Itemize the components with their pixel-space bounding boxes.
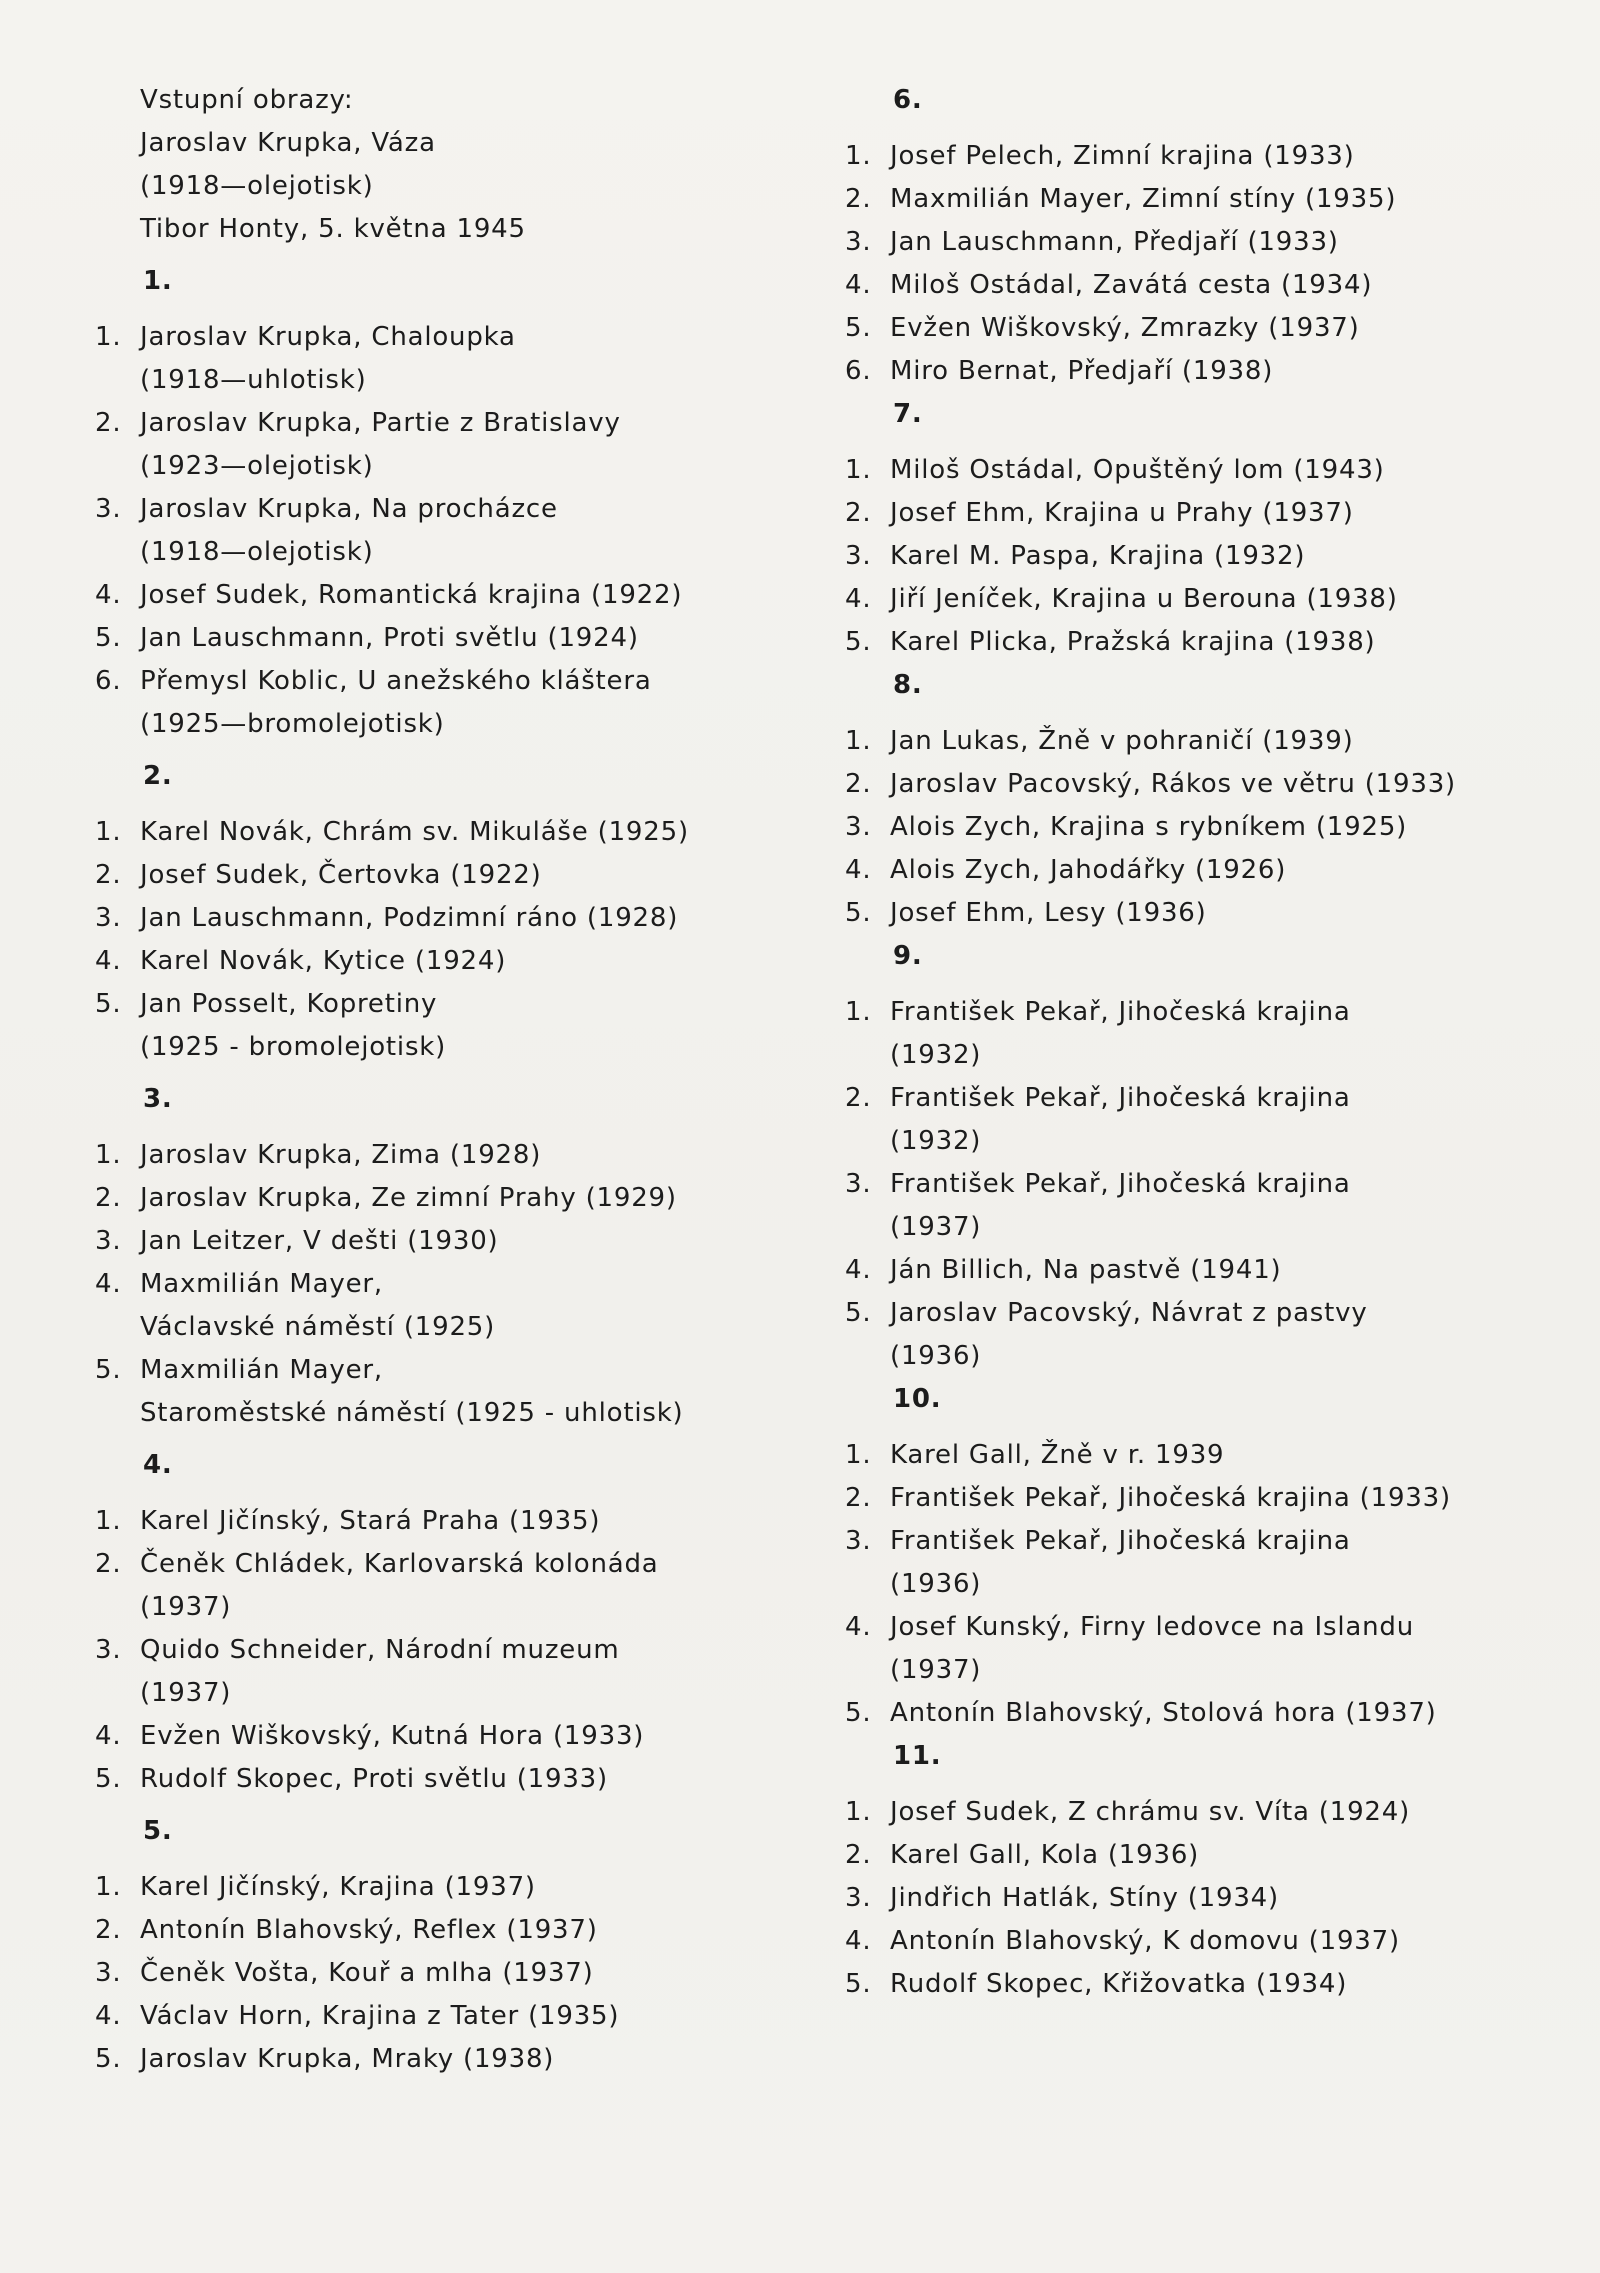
list-item <box>95 1958 594 1988</box>
item-number: 6. <box>95 666 122 696</box>
list-item <box>95 1915 598 1945</box>
item-text: František Pekař, Jihočeská krajina <box>890 997 1351 1027</box>
list-item-continuation: (1936) <box>890 1341 982 1371</box>
list-item <box>95 2044 554 2074</box>
item-text: Quido Schneider, Národní muzeum <box>140 1635 620 1665</box>
item-number: 2. <box>845 769 872 799</box>
item-text: Antonín Blahovský, Reflex (1937) <box>140 1915 598 1945</box>
item-number: 4. <box>845 584 872 614</box>
item-text: Čeněk Chládek, Karlovarská kolonáda <box>140 1549 659 1579</box>
item-number: 1. <box>845 455 872 485</box>
item-text: Antonín Blahovský, Stolová hora (1937) <box>890 1698 1437 1728</box>
list-item-continuation: (1932) <box>890 1126 982 1156</box>
list-item <box>95 1226 498 1256</box>
list-item <box>845 1526 1351 1556</box>
section-heading: 10. <box>893 1384 942 1414</box>
item-text: Miro Bernat, Předjaří (1938) <box>890 356 1274 386</box>
item-text: Alois Zych, Jahodářky (1926) <box>890 855 1287 885</box>
list-item <box>95 1183 677 1213</box>
list-item <box>95 1872 536 1902</box>
item-number: 3. <box>95 1635 122 1665</box>
list-item-continuation: Václavské náměstí (1925) <box>140 1312 496 1342</box>
item-text: Karel Plicka, Pražská krajina (1938) <box>890 627 1376 657</box>
item-text: Josef Kunský, Firny ledovce na Islandu <box>890 1612 1414 1642</box>
item-number: 4. <box>845 1926 872 1956</box>
list-item <box>845 1440 1224 1470</box>
list-item <box>95 860 542 890</box>
item-number: 3. <box>95 1958 122 1988</box>
item-text: Jan Lauschmann, Proti světlu (1924) <box>140 623 639 653</box>
item-number: 2. <box>95 408 122 438</box>
section-heading: 8. <box>893 670 923 700</box>
item-number: 4. <box>95 946 122 976</box>
list-item <box>95 1635 619 1665</box>
item-number: 4. <box>95 2001 122 2031</box>
item-number: 1. <box>845 141 872 171</box>
list-item <box>845 313 1360 343</box>
intro-label: Vstupní obrazy: <box>140 85 354 115</box>
section-heading: 5. <box>143 1816 173 1846</box>
item-text: Josef Ehm, Lesy (1936) <box>890 898 1207 928</box>
item-number: 2. <box>845 1083 872 1113</box>
item-text: František Pekař, Jihočeská krajina <box>890 1169 1351 1199</box>
item-number: 2. <box>95 860 122 890</box>
item-number: 5. <box>845 898 872 928</box>
item-text: Jaroslav Pacovský, Rákos ve větru (1933) <box>890 769 1456 799</box>
item-number: 4. <box>95 580 122 610</box>
item-text: Karel Jičínský, Stará Praha (1935) <box>140 1506 601 1536</box>
item-number: 4. <box>95 1269 122 1299</box>
list-item <box>845 1698 1437 1728</box>
item-number: 4. <box>845 855 872 885</box>
list-item <box>845 1612 1414 1642</box>
item-number: 2. <box>845 184 872 214</box>
list-item-continuation: (1937) <box>890 1655 982 1685</box>
item-text: Karel M. Paspa, Krajina (1932) <box>890 541 1306 571</box>
list-item <box>95 1355 383 1385</box>
item-text: Jaroslav Krupka, Mraky (1938) <box>140 2044 555 2074</box>
list-item <box>95 666 652 696</box>
item-text: Evžen Wiškovský, Zmrazky (1937) <box>890 313 1360 343</box>
item-text: Jindřich Hatlák, Stíny (1934) <box>890 1883 1279 1913</box>
item-text: Jan Posselt, Kopretiny <box>140 989 438 1019</box>
list-item <box>95 623 639 653</box>
item-text: Josef Sudek, Romantická krajina (1922) <box>140 580 683 610</box>
item-number: 3. <box>845 1883 872 1913</box>
item-text: Jaroslav Pacovský, Návrat z pastvy <box>890 1298 1368 1328</box>
list-item-continuation: Staroměstské náměstí (1925 - uhlotisk) <box>140 1398 684 1428</box>
list-item-continuation: (1937) <box>890 1212 982 1242</box>
item-number: 3. <box>95 494 122 524</box>
item-text: Evžen Wiškovský, Kutná Hora (1933) <box>140 1721 645 1751</box>
item-text: Ján Billich, Na pastvě (1941) <box>890 1255 1282 1285</box>
list-item-continuation: (1937) <box>140 1592 232 1622</box>
item-number: 3. <box>845 1526 872 1556</box>
list-item <box>95 817 689 847</box>
item-text: Jan Lukas, Žně v pohraničí (1939) <box>890 726 1354 756</box>
item-text: Josef Pelech, Zimní krajina (1933) <box>890 141 1355 171</box>
list-item <box>95 2001 619 2031</box>
item-text: Jiří Jeníček, Krajina u Berouna (1938) <box>890 584 1398 614</box>
section-heading: 6. <box>893 85 923 115</box>
list-item <box>845 855 1286 885</box>
item-number: 5. <box>845 313 872 343</box>
item-number: 5. <box>845 627 872 657</box>
intro-line: Jaroslav Krupka, Váza <box>140 128 436 158</box>
item-text: Miloš Ostádal, Opuštěný lom (1943) <box>890 455 1385 485</box>
list-item <box>845 1969 1347 1999</box>
item-number: 5. <box>845 1698 872 1728</box>
item-text: Čeněk Vošta, Kouř a mlha (1937) <box>140 1958 594 1988</box>
list-item-continuation: (1937) <box>140 1678 232 1708</box>
item-text: Maxmilián Mayer, <box>140 1355 383 1385</box>
item-number: 3. <box>845 541 872 571</box>
list-item <box>845 812 1407 842</box>
item-number: 1. <box>845 997 872 1027</box>
list-item <box>845 455 1385 485</box>
list-item <box>845 997 1351 1027</box>
list-item <box>845 627 1376 657</box>
list-item <box>845 726 1354 756</box>
right-column <box>845 0 1545 2273</box>
item-number: 3. <box>845 227 872 257</box>
item-text: Alois Zych, Krajina s rybníkem (1925) <box>890 812 1408 842</box>
list-item-continuation: (1923—olejotisk) <box>140 451 374 481</box>
list-item <box>845 769 1456 799</box>
section-heading: 2. <box>143 761 173 791</box>
item-text: Miloš Ostádal, Zavátá cesta (1934) <box>890 270 1373 300</box>
list-item <box>845 1926 1400 1956</box>
list-item <box>845 1483 1451 1513</box>
section-heading: 3. <box>143 1084 173 1114</box>
item-text: Rudolf Skopec, Křižovatka (1934) <box>890 1969 1348 1999</box>
list-item <box>845 1169 1351 1199</box>
list-item <box>845 1883 1279 1913</box>
item-number: 2. <box>95 1183 122 1213</box>
list-item <box>845 141 1355 171</box>
item-text: František Pekař, Jihočeská krajina <box>890 1526 1351 1556</box>
list-item <box>95 1269 383 1299</box>
item-number: 4. <box>845 1255 872 1285</box>
section-heading: 9. <box>893 941 923 971</box>
list-item <box>95 1506 600 1536</box>
list-item <box>95 1140 541 1170</box>
section-heading: 7. <box>893 399 923 429</box>
list-item <box>845 356 1273 386</box>
item-number: 1. <box>845 1440 872 1470</box>
item-text: František Pekař, Jihočeská krajina (1933) <box>890 1483 1451 1513</box>
item-number: 2. <box>845 1483 872 1513</box>
item-number: 1. <box>845 1797 872 1827</box>
list-item-continuation: (1925 - bromolejotisk) <box>140 1032 447 1062</box>
item-number: 1. <box>845 726 872 756</box>
intro-line: (1918—olejotisk) <box>140 171 374 201</box>
item-number: 6. <box>845 356 872 386</box>
list-item-continuation: (1932) <box>890 1040 982 1070</box>
item-text: Jaroslav Krupka, Chaloupka <box>140 322 516 352</box>
item-text: Josef Sudek, Z chrámu sv. Víta (1924) <box>890 1797 1411 1827</box>
item-number: 2. <box>845 498 872 528</box>
item-number: 5. <box>845 1969 872 1999</box>
item-number: 5. <box>95 2044 122 2074</box>
list-item-continuation: (1925—bromolejotisk) <box>140 709 445 739</box>
list-item-continuation: (1918—olejotisk) <box>140 537 374 567</box>
list-item-continuation: (1936) <box>890 1569 982 1599</box>
item-text: Přemysl Koblic, U anežského kláštera <box>140 666 652 696</box>
item-number: 5. <box>95 623 122 653</box>
item-number: 3. <box>95 903 122 933</box>
item-number: 4. <box>845 270 872 300</box>
list-item-continuation: (1918—uhlotisk) <box>140 365 367 395</box>
item-text: Karel Jičínský, Krajina (1937) <box>140 1872 536 1902</box>
item-text: Jan Leitzer, V dešti (1930) <box>140 1226 499 1256</box>
list-item <box>845 1840 1199 1870</box>
item-text: Rudolf Skopec, Proti světlu (1933) <box>140 1764 608 1794</box>
item-number: 5. <box>845 1298 872 1328</box>
list-item <box>95 903 678 933</box>
item-text: Karel Gall, Kola (1936) <box>890 1840 1200 1870</box>
item-text: Karel Gall, Žně v r. 1939 <box>890 1440 1225 1470</box>
item-text: Maxmilián Mayer, Zimní stíny (1935) <box>890 184 1397 214</box>
list-item <box>845 498 1354 528</box>
list-item <box>95 946 506 976</box>
list-item <box>95 580 682 610</box>
item-text: Jan Lauschmann, Podzimní ráno (1928) <box>140 903 679 933</box>
list-item <box>95 1549 659 1579</box>
item-number: 5. <box>95 1764 122 1794</box>
item-number: 3. <box>845 1169 872 1199</box>
list-item <box>845 184 1396 214</box>
list-item <box>845 270 1372 300</box>
item-text: Jaroslav Krupka, Zima (1928) <box>140 1140 542 1170</box>
section-heading: 11. <box>893 1741 942 1771</box>
item-number: 1. <box>95 1506 122 1536</box>
list-item <box>95 494 558 524</box>
item-text: Jan Lauschmann, Předjaří (1933) <box>890 227 1339 257</box>
list-item <box>845 541 1305 571</box>
item-text: Jaroslav Krupka, Ze zimní Prahy (1929) <box>140 1183 677 1213</box>
item-number: 2. <box>845 1840 872 1870</box>
list-item <box>845 227 1339 257</box>
item-number: 1. <box>95 322 122 352</box>
item-text: Karel Novák, Kytice (1924) <box>140 946 507 976</box>
item-text: Maxmilián Mayer, <box>140 1269 383 1299</box>
item-text: Karel Novák, Chrám sv. Mikuláše (1925) <box>140 817 689 847</box>
item-number: 4. <box>95 1721 122 1751</box>
item-text: Václav Horn, Krajina z Tater (1935) <box>140 2001 620 2031</box>
item-text: František Pekař, Jihočeská krajina <box>890 1083 1351 1113</box>
item-number: 4. <box>845 1612 872 1642</box>
item-number: 5. <box>95 1355 122 1385</box>
list-item <box>95 1721 644 1751</box>
section-heading: 1. <box>143 266 173 296</box>
list-item <box>95 1764 608 1794</box>
list-item <box>845 1298 1368 1328</box>
list-item <box>845 1083 1351 1113</box>
item-number: 1. <box>95 1872 122 1902</box>
list-item <box>95 989 437 1019</box>
item-number: 1. <box>95 817 122 847</box>
item-number: 2. <box>95 1549 122 1579</box>
item-number: 2. <box>95 1915 122 1945</box>
item-number: 1. <box>95 1140 122 1170</box>
item-text: Jaroslav Krupka, Na procházce <box>140 494 558 524</box>
list-item <box>845 1797 1410 1827</box>
item-text: Antonín Blahovský, K domovu (1937) <box>890 1926 1400 1956</box>
item-number: 3. <box>95 1226 122 1256</box>
list-item <box>95 322 516 352</box>
section-heading: 4. <box>143 1450 173 1480</box>
item-text: Jaroslav Krupka, Partie z Bratislavy <box>140 408 621 438</box>
list-item <box>845 898 1207 928</box>
item-text: Josef Ehm, Krajina u Prahy (1937) <box>890 498 1354 528</box>
item-text: Josef Sudek, Čertovka (1922) <box>140 860 542 890</box>
list-item <box>845 584 1398 614</box>
list-item <box>95 408 621 438</box>
list-item <box>845 1255 1282 1285</box>
item-number: 3. <box>845 812 872 842</box>
left-column <box>95 0 795 2273</box>
item-number: 5. <box>95 989 122 1019</box>
intro-line: Tibor Honty, 5. května 1945 <box>140 214 526 244</box>
